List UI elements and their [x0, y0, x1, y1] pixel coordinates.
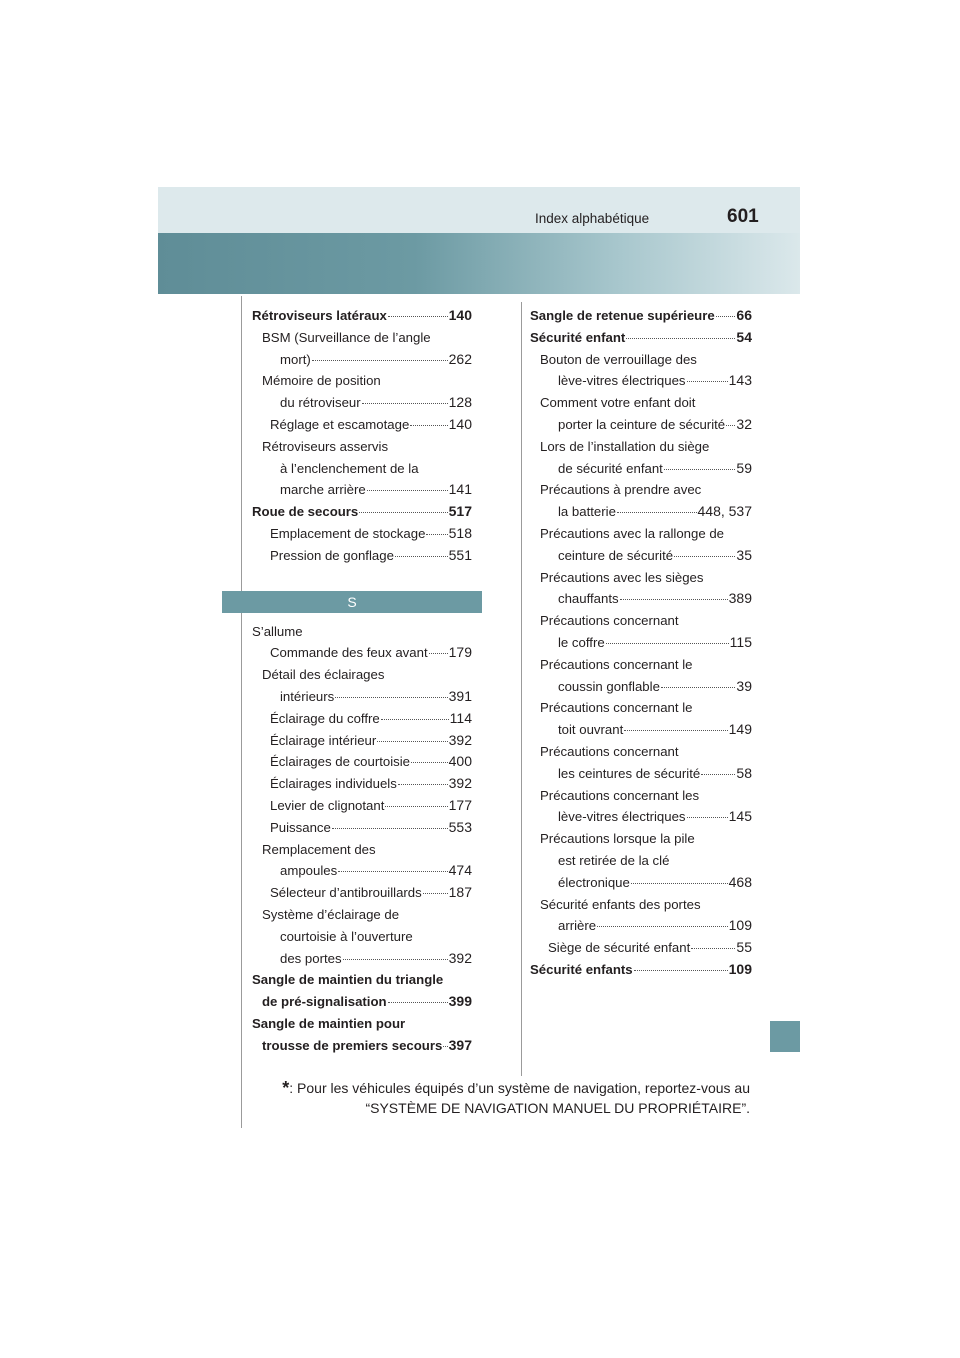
index-entry: [252, 795, 472, 817]
dot-leader: [423, 893, 448, 894]
index-entry-page: 179: [448, 644, 472, 661]
index-entry-page: 109: [728, 960, 752, 977]
dot-leader: [377, 741, 447, 742]
dot-leader: [617, 512, 697, 513]
index-entry-line: Sangle de maintien pour: [252, 1015, 406, 1031]
index-entry-line: Précautions lorsque la pile: [540, 831, 695, 847]
index-entry-page: 474: [448, 862, 472, 879]
index-entry: [530, 872, 752, 894]
dot-leader: [701, 774, 735, 775]
index-entry-page: 140: [448, 415, 472, 432]
dot-leader: [687, 817, 728, 818]
dot-leader: [312, 360, 448, 361]
index-entry-line: courtoisie à l’ouverture: [280, 928, 413, 944]
index-entry-line: Sangle de maintien du triangle: [252, 972, 444, 988]
index-entry-term: Emplacement de stockage: [270, 525, 426, 541]
index-entry-line: BSM (Surveillance de l’angle: [262, 329, 431, 345]
index-column-right: [530, 305, 752, 981]
index-entry: [530, 806, 752, 828]
dot-leader: [687, 381, 728, 382]
index-entry: [530, 370, 752, 392]
index-entry: [252, 545, 472, 567]
index-entry-page: 141: [448, 481, 472, 498]
page-number: 601: [727, 206, 759, 227]
index-entry: [530, 632, 752, 654]
column-divider: [521, 302, 522, 1076]
index-entry-page: 54: [736, 328, 752, 345]
dot-leader: [443, 1046, 447, 1047]
index-entry-page: 143: [728, 372, 752, 389]
index-entry: [530, 545, 752, 567]
index-entry-line: Système d’éclairage de: [262, 906, 400, 922]
index-entry-term: Sécurité enfants: [530, 961, 633, 977]
index-entry: [252, 414, 472, 436]
index-entry-term: les ceintures de sécurité: [558, 765, 701, 781]
dot-leader: [620, 599, 728, 600]
index-entry-term: arrière: [558, 918, 597, 934]
index-entry-page: 114: [449, 709, 472, 726]
index-entry-page: 32: [736, 415, 752, 432]
index-entry-term: lève-vitres électriques: [558, 373, 686, 389]
dot-leader: [362, 403, 448, 404]
index-entry-term: Rétroviseurs latéraux: [252, 308, 387, 323]
index-entry: [530, 458, 752, 480]
index-entry: [252, 479, 472, 501]
dot-leader: [398, 784, 448, 785]
index-entry-line: Précautions avec la rallonge de: [540, 525, 725, 541]
index-entry: [252, 686, 472, 708]
index-entry-page: 400: [448, 753, 472, 770]
index-entry-term: mort): [280, 351, 311, 367]
section-tab-marker: [770, 1021, 800, 1052]
index-entry-page: 391: [448, 687, 472, 704]
index-entry-line: Bouton de verrouillage des: [540, 351, 697, 367]
dot-leader: [726, 425, 735, 426]
index-entry-term: Éclairage du coffre: [270, 710, 380, 726]
index-entry-page: 59: [736, 459, 752, 476]
index-column-left: [252, 305, 472, 1057]
index-entry: [252, 392, 472, 414]
index-entry: [252, 882, 472, 904]
index-entry-line: Précautions concernant: [540, 743, 679, 759]
index-entry-line: Sécurité enfants des portes: [540, 896, 701, 912]
index-entry: [530, 305, 752, 327]
index-entry-page: 66: [736, 307, 752, 323]
dot-leader: [664, 469, 736, 470]
index-entry: [252, 948, 472, 970]
dot-leader: [385, 806, 447, 807]
dot-leader: [631, 883, 728, 884]
index-entry-page: 389: [728, 590, 752, 607]
index-entry-line: Mémoire de position: [262, 373, 381, 389]
index-entry-term: Éclairages de courtoisie: [270, 754, 411, 770]
index-entry-term: trousse de premiers secours: [262, 1037, 443, 1053]
dot-leader: [410, 425, 447, 426]
index-entry: [252, 751, 472, 773]
index-entry-term: de pré-signalisation: [262, 994, 387, 1010]
dot-leader: [343, 959, 448, 960]
index-entry: [530, 763, 752, 785]
left-margin-rule: [241, 296, 242, 1128]
index-entry: [530, 327, 752, 349]
header-gradient-band: [158, 233, 800, 294]
index-entry-term: chauffants: [558, 591, 619, 607]
dot-leader: [716, 316, 736, 317]
dot-leader: [626, 338, 735, 339]
index-entry: [530, 588, 752, 610]
index-entry-term: électronique: [558, 874, 630, 890]
index-entry-term: du rétroviseur: [280, 395, 361, 411]
index-entry-line: Précautions concernant: [540, 613, 679, 629]
index-entry-page: 128: [448, 394, 472, 411]
index-entry-page: 177: [448, 796, 472, 813]
index-entry-page: 518: [448, 524, 472, 541]
index-entry: [252, 305, 472, 327]
index-entry: [252, 523, 472, 545]
index-entry: [252, 860, 472, 882]
index-entry-line: Précautions concernant le: [540, 656, 693, 672]
dot-leader: [395, 556, 448, 557]
index-entry-term: Roue de secours: [252, 504, 359, 520]
footnote-marker: *: [282, 1078, 290, 1098]
index-entry-term: de sécurité enfant: [558, 460, 663, 476]
index-entry-page: 58: [736, 764, 752, 781]
index-entry: [530, 676, 752, 698]
index-entry-line: Rétroviseurs asservis: [262, 438, 389, 454]
index-entry-page: 392: [448, 949, 472, 966]
index-entry: [252, 817, 472, 839]
footnote-line-2: “SYSTÈME DE NAVIGATION MANUEL DU PROPRIÉTAIRE”.: [365, 1100, 750, 1116]
dot-leader: [429, 653, 448, 654]
index-entry-page: 553: [448, 818, 472, 835]
index-entry-page: 551: [448, 546, 472, 563]
dot-leader: [388, 316, 448, 317]
dot-leader: [624, 730, 727, 731]
dot-leader: [381, 719, 449, 720]
index-group-s-continued: [530, 305, 752, 981]
dot-leader: [634, 970, 728, 971]
index-entry-term: ceinture de sécurité: [558, 547, 674, 563]
index-entry-line: Précautions concernant le: [540, 700, 693, 716]
section-heading-s: S: [222, 591, 482, 613]
footnote-line-1: *: Pour les véhicules équipés d’un système de navigation, reportez-vous au: [282, 1078, 750, 1098]
index-entry: [530, 719, 752, 741]
index-entry: [530, 959, 752, 981]
index-entry: [252, 501, 472, 523]
index-entry: [252, 773, 472, 795]
index-entry-line: S’allume: [252, 623, 303, 639]
index-entry-term: Réglage et escamotage: [270, 416, 410, 432]
index-entry-term: Éclairage intérieur: [270, 732, 377, 748]
dot-leader: [335, 697, 447, 698]
index-entry-term: toit ouvrant: [558, 722, 624, 738]
index-entry-page: 35: [736, 546, 752, 563]
index-entry: [530, 501, 752, 523]
index-entry-page: 55: [736, 939, 752, 956]
index-entry-page: 262: [448, 350, 472, 367]
index-entry-line: Précautions concernant les: [540, 787, 700, 803]
index-entry-page: 517: [448, 503, 472, 520]
index-entry-page: 392: [448, 731, 472, 748]
dot-leader: [359, 512, 447, 513]
dot-leader: [661, 687, 736, 688]
dot-leader: [606, 643, 729, 644]
dot-leader: [597, 926, 728, 927]
index-entry-term: ampoules: [280, 863, 338, 879]
footnote: [250, 1078, 750, 1118]
index-entry-term: Sécurité enfant: [530, 329, 626, 345]
index-entry-line: est retirée de la clé: [558, 852, 670, 868]
index-entry-term: Siège de sécurité enfant: [548, 940, 691, 956]
header-top-band: [158, 187, 800, 233]
dot-leader: [332, 828, 448, 829]
index-entry: [252, 1035, 472, 1057]
index-entry-page: 399: [448, 993, 472, 1010]
index-entry-line: Précautions avec les sièges: [540, 569, 704, 585]
index-entry: [252, 708, 472, 730]
index-entry-page: 187: [448, 884, 472, 901]
index-entry-page: 397: [448, 1036, 472, 1053]
index-entry-term: Levier de clignotant: [270, 797, 385, 813]
index-entry-term: la batterie: [558, 504, 616, 520]
dot-leader: [388, 1002, 448, 1003]
index-entry-term: marche arrière: [280, 482, 366, 498]
index-entry: [530, 937, 752, 959]
index-entry: [252, 730, 472, 752]
index-entry: [530, 915, 752, 937]
index-entry-page: 392: [448, 775, 472, 792]
index-entry: [252, 642, 472, 664]
index-entry: [252, 991, 472, 1013]
index-group-s: [252, 621, 472, 1057]
index-entry-page: 468: [728, 873, 752, 890]
dot-leader: [338, 871, 447, 872]
index-entry-term: lève-vitres électriques: [558, 809, 686, 825]
index-entry-page: 448, 537: [697, 503, 752, 520]
index-entry-term: Éclairages individuels: [270, 776, 397, 792]
index-entry-term: porter la ceinture de sécurité: [558, 416, 726, 432]
index-entry-term: Sangle de retenue supérieure: [530, 308, 715, 323]
page-title: Index alphabétique: [535, 211, 650, 226]
index-entry-term: Sélecteur d’antibrouillards: [270, 885, 422, 901]
dot-leader: [426, 534, 447, 535]
index-entry-term: coussin gonflable: [558, 678, 660, 694]
index-entry-line: Remplacement des: [262, 841, 376, 857]
dot-leader: [367, 490, 448, 491]
index-entry-line: Comment votre enfant doit: [540, 395, 696, 411]
index-entry-line: Détail des éclairages: [262, 667, 385, 683]
index-entry-term: Pression de gonflage: [270, 547, 394, 563]
index-entry-page: 149: [728, 721, 752, 738]
index-entry-line: Précautions à prendre avec: [540, 482, 702, 498]
index-entry-term: intérieurs: [280, 688, 335, 704]
index-entry-term: le coffre: [558, 634, 605, 650]
index-entry-line: à l’enclenchement de la: [280, 460, 419, 476]
index-entry-page: 140: [448, 307, 472, 323]
index-entry-page: 145: [728, 808, 752, 825]
index-entry: [252, 349, 472, 371]
dot-leader: [674, 556, 735, 557]
index-entry-page: 109: [728, 917, 752, 934]
index-entry-term: des portes: [280, 950, 342, 966]
index-group-r: [252, 305, 472, 567]
index-entry: [530, 414, 752, 436]
index-entry-page: 39: [736, 677, 752, 694]
dot-leader: [411, 762, 448, 763]
index-entry-term: Commande des feux avant: [270, 645, 428, 661]
index-entry-line: Lors de l’installation du siège: [540, 438, 710, 454]
index-entry-term: Puissance: [270, 819, 331, 835]
index-entry-page: 115: [729, 633, 752, 650]
dot-leader: [691, 948, 735, 949]
